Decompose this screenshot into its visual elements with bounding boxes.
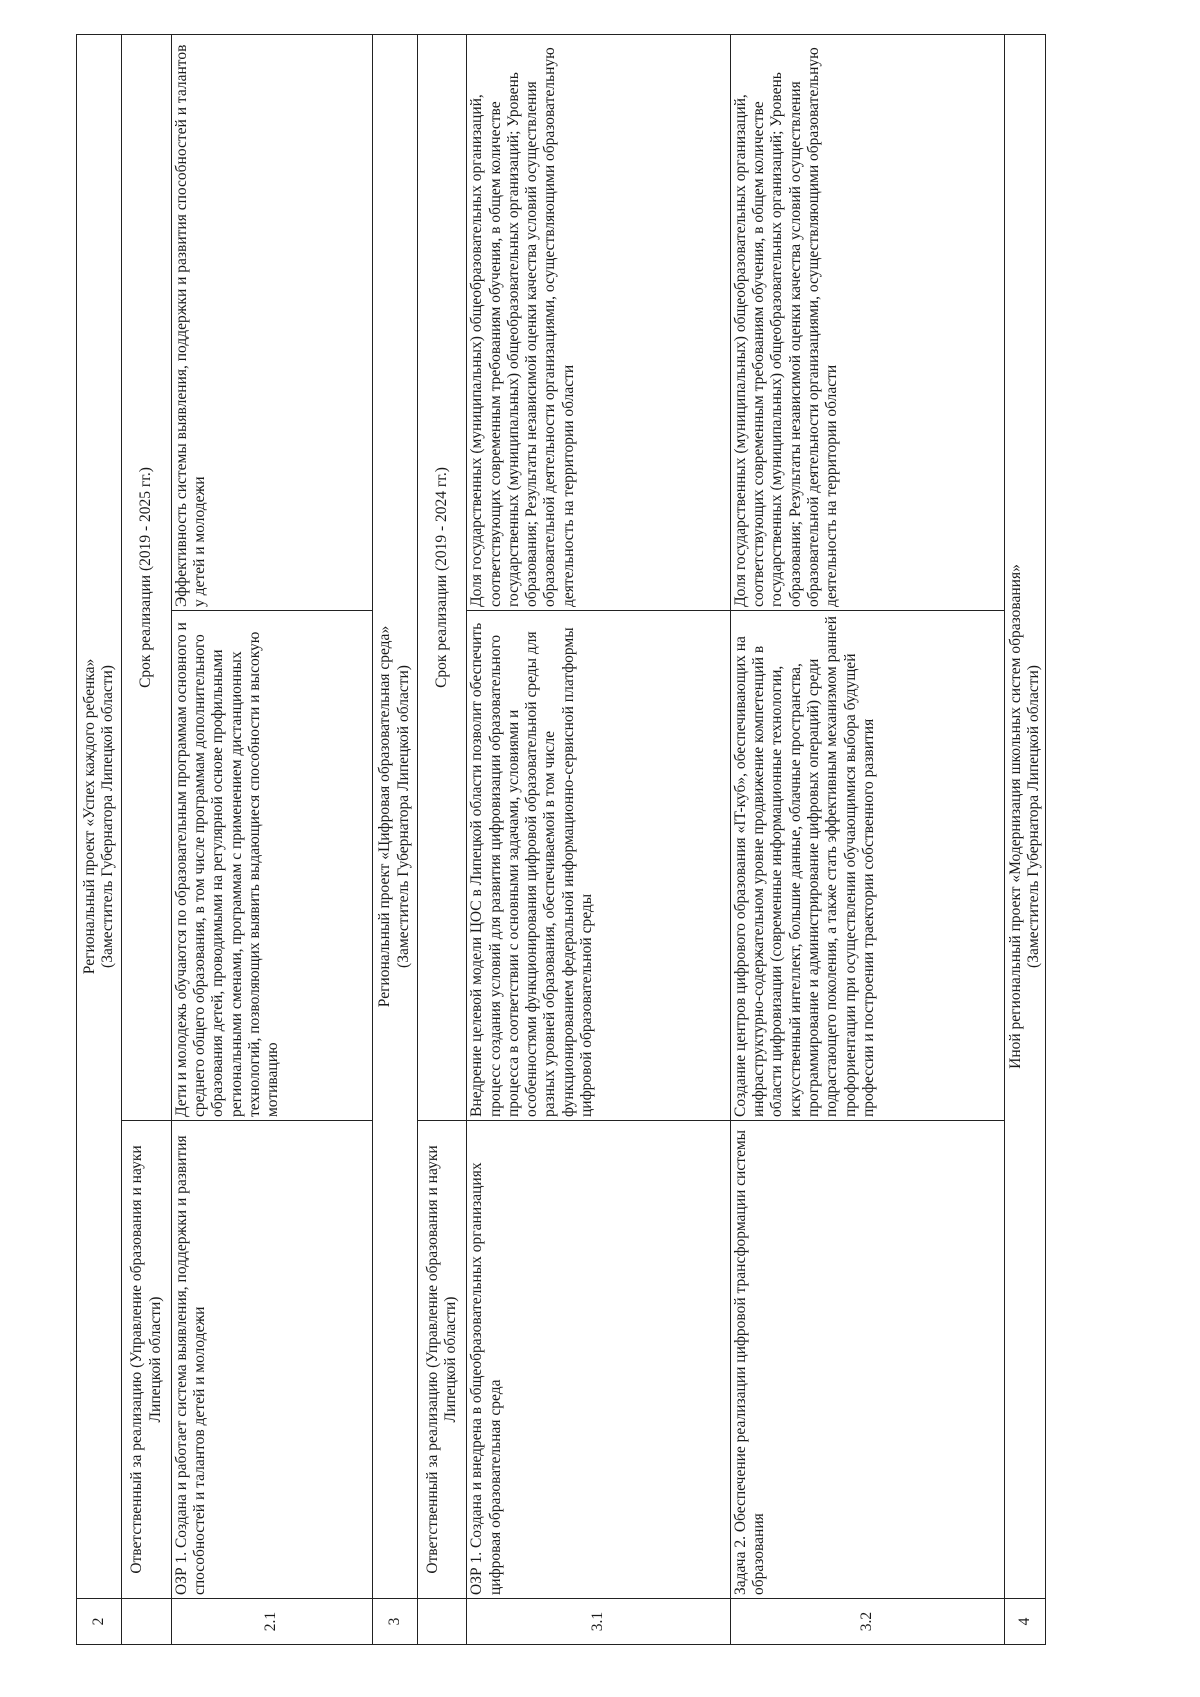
responsible-row bbox=[417, 35, 466, 1645]
term-cell: Срок реализации (2019 - 2024 гг.) bbox=[417, 35, 466, 1121]
task-cell: ОЗР 1. Создана и внедрена в общеобразовательных организациях цифровая образовательная среда bbox=[467, 1121, 731, 1599]
effect-cell: Внедрение целевой модели ЦОС в Липецкой области позволит обеспечить процесс создания условий для развития цифровизации образовательного процесса в соответствии с основными задачами, условиями и особенностями функционирования цифровой образовательной среды для разных уровней образования, обеспечиваемой в том числе функционированием федеральной информационно-сервисной платформы цифровой образовательной среды bbox=[467, 611, 731, 1121]
table-row bbox=[730, 35, 1004, 1645]
row-number: 2.1 bbox=[171, 1599, 372, 1645]
table-row bbox=[171, 35, 372, 1645]
project-title-cell bbox=[372, 35, 417, 1599]
project-header-row bbox=[1004, 35, 1045, 1645]
indicator-cell: Доля государственных (муниципальных) общеобразовательных организаций, соответствующих современным требованиям обучения, в общем количестве государственных (муниципальных) общеобразовательных организаций; Уровень образования; Результаты независимой оценки качества условий осуществления образовательной деятельности организациями, осуществляющими образовательную деятельность на территории области bbox=[467, 35, 731, 611]
effect-cell: Дети и молодежь обучаются по образовательным программам основного и среднего общего образования, в том числе программам дополнительного образования детей, проводимыми на регулярной основе профильными региональными сменами, программам с применением дистанционных технологий, позволяющих выявить выдающиеся способности и высокую мотивацию bbox=[171, 611, 372, 1121]
project-number: 4 bbox=[1004, 1599, 1045, 1645]
rotated-table-sheet bbox=[76, 35, 1046, 1645]
responsible-cell: Ответственный за реализацию (Управление образования и науки Липецкой области) bbox=[122, 1121, 171, 1599]
project-title: Региональный проект «Успех каждого ребенка» bbox=[80, 658, 98, 975]
table-row bbox=[467, 35, 731, 1645]
row-number: 3.2 bbox=[730, 1599, 1004, 1645]
project-title: Региональный проект «Цифровая образовательная среда» bbox=[376, 625, 394, 1008]
regional-projects-table bbox=[76, 34, 1046, 1645]
indicator-cell: Доля государственных (муниципальных) общеобразовательных организаций, соответствующих современным требованиям обучения, в общем количестве государственных (муниципальных) общеобразовательных организаций; Уровень образования; Результаты независимой оценки качества условий осуществления образовательной деятельности организациями, осуществляющими образовательную деятельность на территории области bbox=[730, 35, 1004, 611]
task-cell: ОЗР 1. Создана и работает система выявления, поддержки и развития способностей и талантов детей и молодежи bbox=[171, 1121, 372, 1599]
project-title: Иной региональный проект «Модернизация школьных систем образования» bbox=[1006, 564, 1024, 1069]
project-title-cell bbox=[77, 35, 122, 1599]
responsible-cell: Ответственный за реализацию (Управление образования и науки Липецкой области) bbox=[417, 1121, 466, 1599]
task-cell: Задача 2. Обеспечение реализации цифровой трансформации системы образования bbox=[730, 1121, 1004, 1599]
project-curator: (Заместитель Губернатора Липецкой области) bbox=[99, 665, 117, 968]
project-title-cell bbox=[1004, 35, 1045, 1599]
responsible-row bbox=[122, 35, 171, 1645]
project-curator: (Заместитель Губернатора Липецкой области) bbox=[394, 665, 412, 968]
project-header-row bbox=[372, 35, 417, 1645]
effect-cell: Создание центров цифрового образования «IT-куб», обеспечивающих на инфраструктурно-содержательном уровне продвижение компетенций в области цифровизации (современные информационные технологии, искусственный интеллект, большие данные, облачные пространства, программирование и администрирование цифровых операций) среди подрастающего поколения, а также стать эффективным механизмом ранней профориентации при осуществлении обучающимися выбора будущей профессии и построении траектории собственного развития bbox=[730, 611, 1004, 1121]
project-number: 2 bbox=[77, 1599, 122, 1645]
indicator-cell: Эффективность системы выявления, поддержки и развития способностей и талантов у детей и молодежи bbox=[171, 35, 372, 611]
empty-cell bbox=[417, 1599, 466, 1645]
project-curator: (Заместитель Губернатора Липецкой области) bbox=[1024, 665, 1042, 968]
project-number: 3 bbox=[372, 1599, 417, 1645]
project-header-row bbox=[77, 35, 122, 1645]
row-number: 3.1 bbox=[467, 1599, 731, 1645]
term-cell: Срок реализации (2019 - 2025 гг.) bbox=[122, 35, 171, 1121]
empty-cell bbox=[122, 1599, 171, 1645]
